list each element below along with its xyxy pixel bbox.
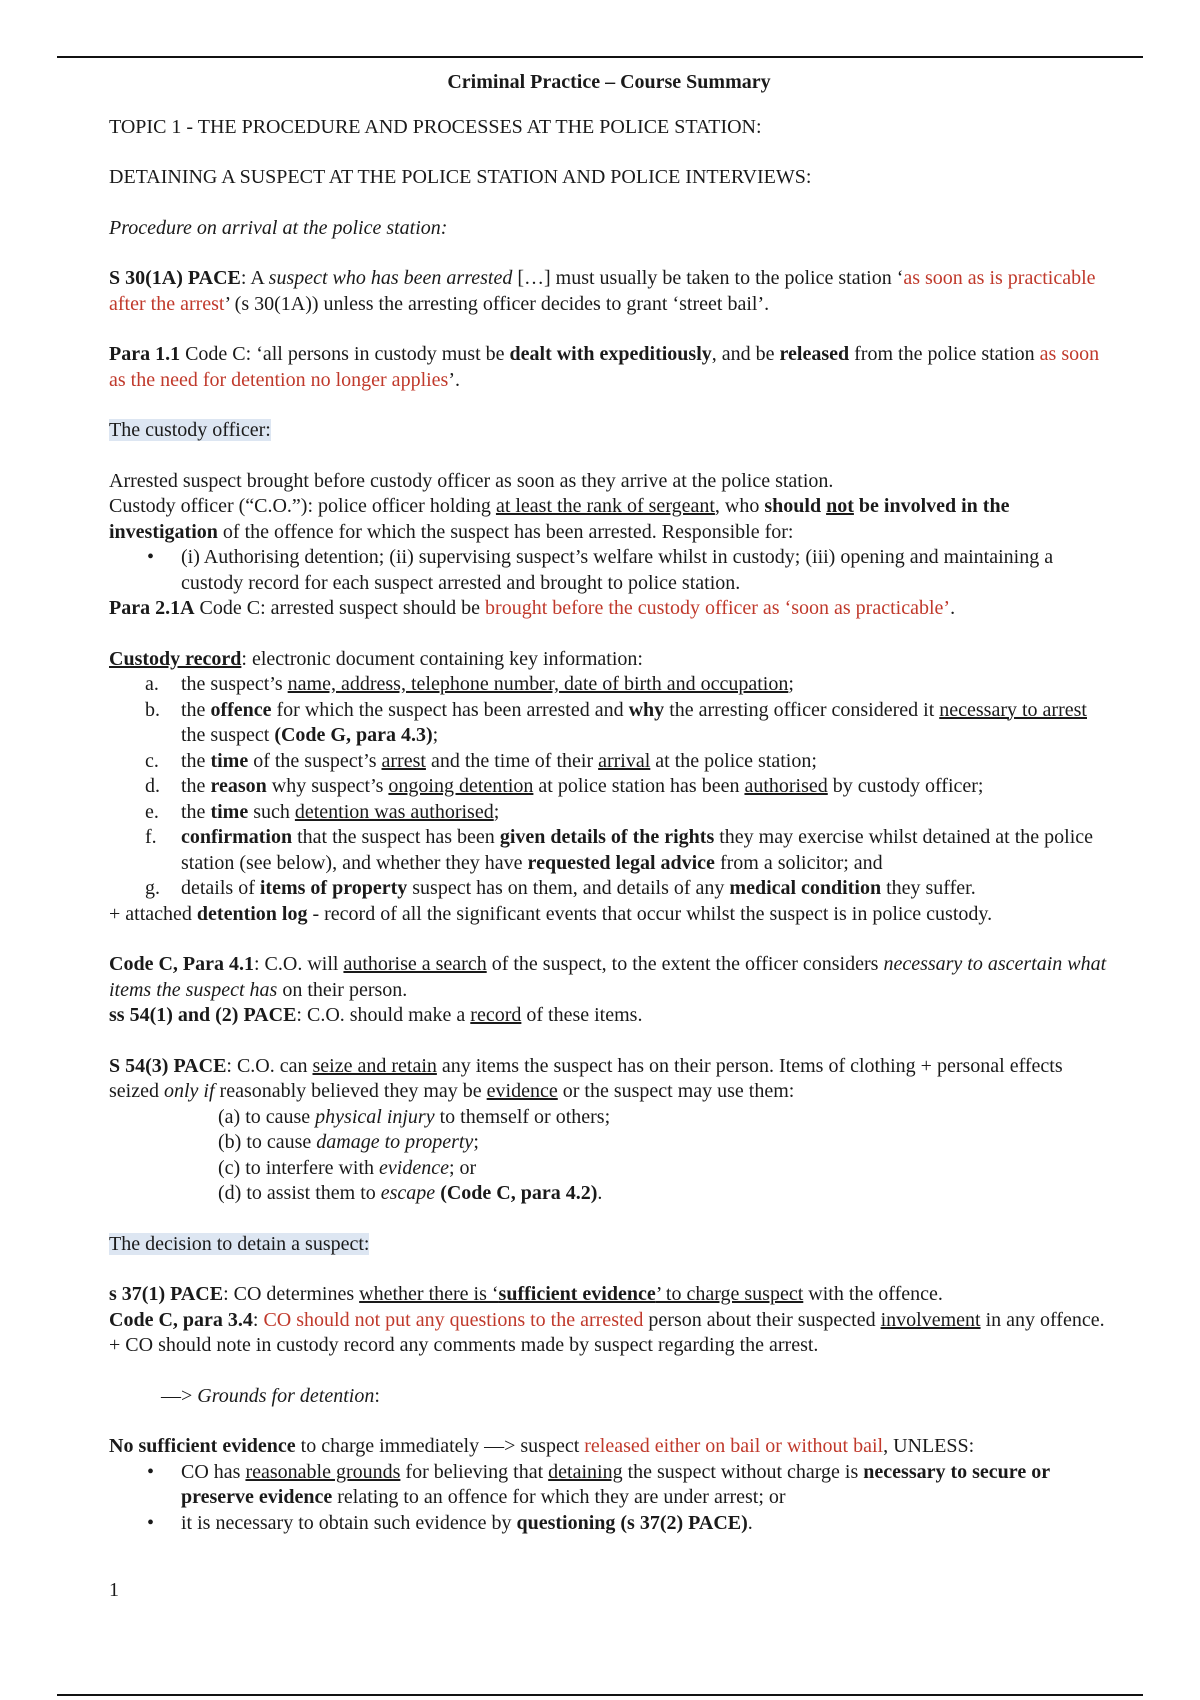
page-title: Criminal Practice – Course Summary [447, 71, 771, 93]
list-item: • (i) Authorising detention; (ii) supervising suspect’s welfare whilst in custody; (iii) opening and maintaining a custody record for each suspect arrested and brought to police station. [109, 545, 1109, 596]
decision-heading: The decision to detain a suspect: [109, 1232, 370, 1255]
list-item: • it is necessary to obtain such evidence by questioning (s 37(2) PACE). [109, 1511, 1109, 1537]
arrival-heading: Procedure on arrival at the police station: [109, 216, 448, 239]
s54-3-paragraph: S 54(3) PACE: C.O. can seize and retain any items the suspect has on their person. Items of clothing + personal effects seized only if reasonably believed they may be evidence or the suspect may use them: [109, 1054, 1063, 1102]
statute-ref: Para 1.1 [109, 343, 181, 365]
co-line1: Arrested suspect brought before custody officer as soon as they arrive at the police station. [109, 469, 834, 492]
statute-ref: s 37(1) PACE [109, 1283, 224, 1305]
s371-paragraph: s 37(1) PACE: CO determines whether there is ‘sufficient evidence’ to charge suspect with the offence. [109, 1283, 943, 1305]
custody-record-list [109, 672, 1109, 902]
para21a-paragraph: Para 2.1A Code C: arrested suspect should be brought before the custody officer as ‘soon as practicable’. [109, 597, 956, 619]
para11-paragraph: Para 1.1 Code C: ‘all persons in custody must be dealt with expeditiously, and be released from the police station as soon as the need for detention no longer applies’. [109, 343, 1100, 391]
highlight-red: brought before the custody officer as ‘soon as practicable’ [485, 597, 951, 619]
list-item: c. the time of the suspect’s arrest and the time of their arrival at the police station; [145, 749, 817, 772]
s54-item-a: (a) to cause physical injury to themself or others; [218, 1105, 611, 1128]
list-item: e. the time such detention was authorised; [145, 800, 500, 823]
list-item: • CO has reasonable grounds for believing that detaining the suspect without charge is necessary to secure or preserve evidence relating to an offence for which they are under arrest; or [109, 1460, 1109, 1511]
s30-paragraph: S 30(1A) PACE: A suspect who has been arrested […] must usually be taken to the police station ‘as soon as is practicable after the arrest’ (s 30(1A)) unless the arresting officer decides to grant ‘street bail’. [109, 267, 1096, 315]
arrow-icon: —> [161, 1384, 198, 1407]
highlight-red: CO should not put any questions to the arrested [263, 1308, 644, 1331]
list-item: g. details of items of property suspect has on them, and details of any medical condition they suffer. [145, 877, 976, 899]
statute-ref: ss 54(1) and (2) PACE [109, 1004, 297, 1026]
custody-record-intro: Custody record: electronic document containing key information: [109, 647, 643, 670]
list-item: b. the offence for which the suspect has been arrested and why the arresting officer considered it necessary to arrest the suspect (Code G, para 4.3); [145, 698, 1087, 746]
custody-officer-heading: The custody officer: [109, 419, 271, 441]
co-definition: Custody officer (“C.O.”): police officer holding at least the rank of sergeant, who should not be involved in the investigation of the offence for which the suspect has been arrested. Responsible for: [109, 495, 1010, 543]
highlight-red: as soon as is practicable after the arrest [109, 267, 1096, 315]
list-item: d. the reason why suspect’s ongoing detention at police station has been authorised by custody officer; [145, 775, 984, 797]
statute-ref: S 30(1A) PACE [109, 267, 241, 289]
co-responsibilities [109, 545, 1109, 596]
detention-log-line: + attached detention log - record of all the significant events that occur whilst the suspect is in police custody. [109, 902, 993, 925]
s54-item-b: (b) to cause damage to property; [218, 1131, 479, 1153]
page-number: 1 [109, 1579, 119, 1601]
highlight-red: released either on bail or without bail [584, 1435, 884, 1457]
subtopic-heading: DETAINING A SUSPECT AT THE POLICE STATION AND POLICE INTERVIEWS: [109, 166, 812, 188]
list-item: f. confirmation that the suspect has been given details of the rights they may exercise whilst detained at the police station (see below), and whether they have requested legal advice from a solicitor; and [145, 826, 1093, 874]
statute-ref: S 54(3) PACE [109, 1054, 227, 1077]
para34-paragraph: Code C, para 3.4: CO should not put any questions to the arrested person about their suspected involvement in any offence. + CO should note in custody record any comments made by suspect regarding the arrest. [109, 1308, 1105, 1356]
s54-item-d: (d) to assist them to escape (Code C, para 4.2). [218, 1182, 603, 1204]
s54-12-paragraph: ss 54(1) and (2) PACE: C.O. should make a record of these items. [109, 1004, 643, 1026]
s54-item-c: (c) to interfere with evidence; or [218, 1156, 477, 1179]
top-rule [57, 56, 1143, 58]
statute-ref: Code C, Para 4.1 [109, 953, 254, 975]
highlight-red: as soon as the need for detention no longer applies [109, 343, 1100, 391]
grounds-list [109, 1460, 1109, 1537]
no-evidence-paragraph: No sufficient evidence to charge immediately —> suspect released either on bail or without bail, UNLESS: [109, 1435, 975, 1457]
statute-ref: Para 2.1A [109, 597, 195, 619]
bottom-rule [57, 1694, 1143, 1696]
list-item: a. the suspect’s name, address, telephone number, date of birth and occupation; [145, 673, 794, 695]
para41-paragraph: Code C, Para 4.1: C.O. will authorise a search of the suspect, to the extent the officer considers necessary to ascertain what items the suspect has on their person. [109, 953, 1107, 1001]
statute-ref: Code C, para 3.4 [109, 1308, 253, 1331]
grounds-heading: —> Grounds for detention: [161, 1384, 380, 1407]
document-page [109, 70, 1109, 1536]
topic-heading: TOPIC 1 - THE PROCEDURE AND PROCESSES AT THE POLICE STATION: [109, 115, 762, 138]
